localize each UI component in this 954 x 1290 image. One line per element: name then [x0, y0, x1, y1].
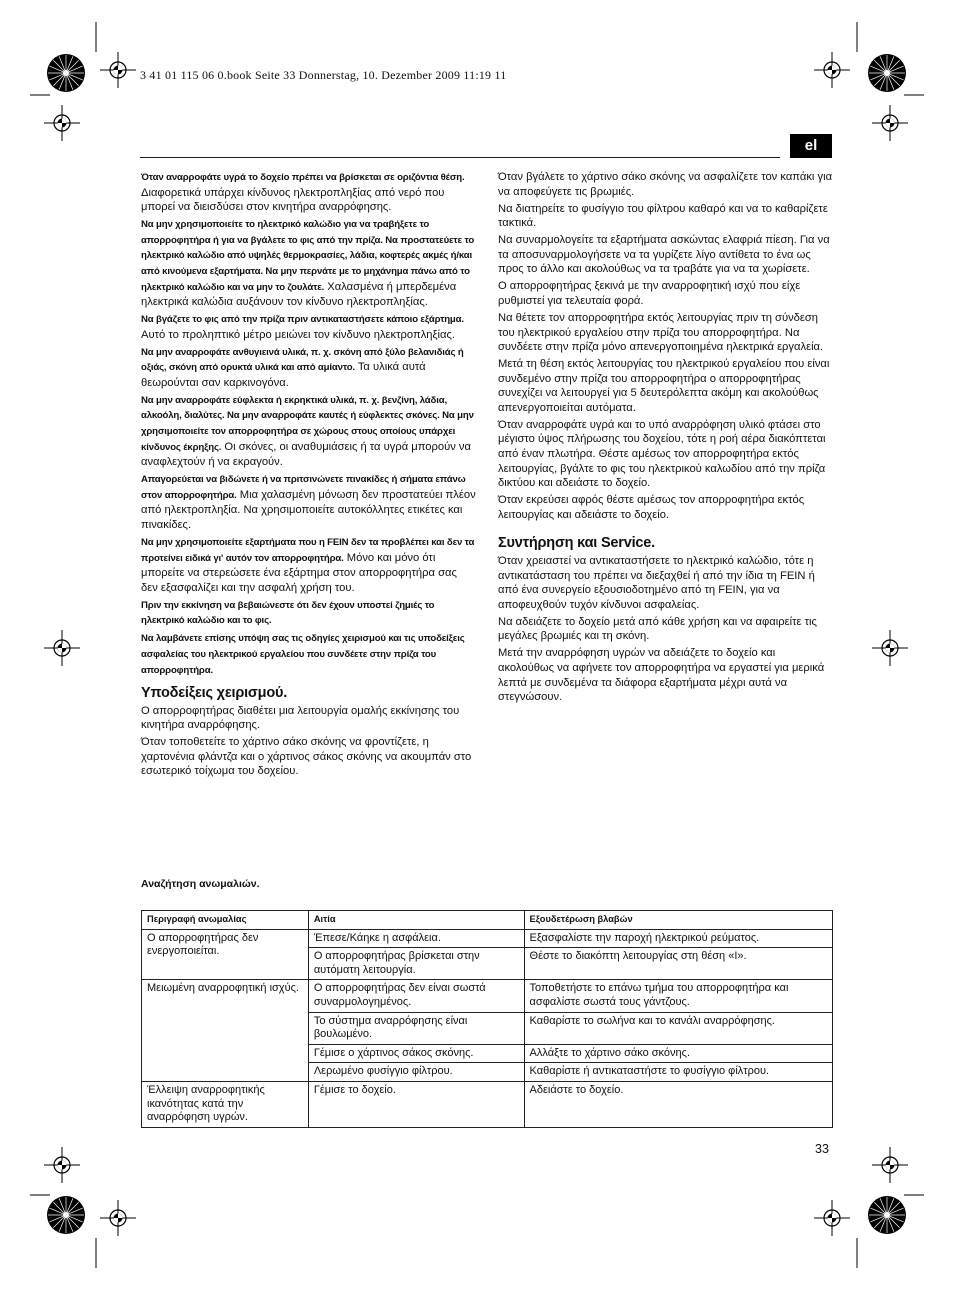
cause-cell: Λερωμένο φυσίγγιο φίλτρου. — [308, 1063, 524, 1082]
fix-cell: Καθαρίστε το σωλήνα και το κανάλι αναρρόφησης. — [524, 1012, 832, 1044]
safety-text: Μια χαλασμένη μόνωση δεν προστατεύει πλέον από ηλεκτροπληξία. Να χρησιμοποιείτε αυτοκόλλητες ετικέτες και πινακίδες. — [141, 488, 476, 532]
file-info-header: 3 41 01 115 06 0.book Seite 33 Donnerstag, 10. Dezember 2009 11:19 11 — [140, 68, 507, 82]
problem-cell: Ο απορροφητήρας δεν ενεργοποιείται. — [142, 929, 309, 980]
operation-paragraph: Όταν τοποθετείτε το χάρτινο σάκο σκόνης να φροντίζετε, η χαρτονένια φλάντζα και ο χάρτινος σάκος σκόνης να ακουμπάν στο εσωτερικό τοίχωμα του δοχείου. — [141, 736, 472, 778]
safety-text: Μόνο και μόνο ότι μπορείτε να στερεώσετε ένα εξάρτημα στον απορροφητήρα σας δεν εξασφαλίζει και την ασφαλή χρήση του. — [141, 551, 457, 594]
safety-bold: Να μην χρησιμοποιείτε εξαρτήματα που η FEIN δεν τα προβλέπει και δεν τα προτείνει ειδικά γι' αυτόν τον απορροφητήρα. — [141, 537, 475, 564]
safety-bold: Να λαμβάνετε επίσης υπόψη σας τις οδηγίες χειρισμού και τις υποδείξεις ασφαλείας του ηλεκτρικού εργαλείου που συνδέετε στην πρίζα του απορροφητήρα. — [141, 633, 465, 676]
fix-cell: Καθαρίστε ή αντικαταστήστε το φυσίγγιο φίλτρου. — [524, 1063, 832, 1082]
operation-paragraph: Όταν βγάλετε το χάρτινο σάκο σκόνης να ασφαλίζετε τον καπάκι για να αποφεύγετε τις βρωμιές. — [498, 171, 833, 198]
troubleshooting-caption: Αναζήτηση ανωμαλιών. — [141, 878, 260, 890]
safety-paragraph — [141, 393, 476, 470]
page-number: 33 — [815, 1142, 829, 1156]
safety-text: Διαφορετικά υπάρχει κίνδυνος ηλεκτροπληξίας από νερό που μπορεί να διεισδύσει στον κινητήρα αναρρόφησης. — [141, 186, 445, 214]
cause-cell: Ο απορροφητήρας βρίσκεται στην αυτόματη λειτουργία. — [308, 948, 524, 980]
cause-cell: Γέμισε ο χάρτινος σάκος σκόνης. — [308, 1044, 524, 1063]
table-header-row — [142, 911, 833, 930]
safety-bold: Να βγάζετε το φις από την πρίζα πριν αντικαταστήσετε κάποιο εξάρτημα. — [141, 314, 464, 326]
table-row — [142, 1081, 833, 1127]
service-heading: Συντήρηση και Service. — [498, 535, 655, 552]
safety-paragraph — [141, 598, 476, 629]
safety-paragraph — [141, 312, 476, 342]
safety-paragraph — [141, 472, 476, 532]
safety-text: Αυτό το προληπτικό μέτρο μειώνει τον κίνδυνο ηλεκτροπληξίας. — [141, 328, 455, 341]
safety-bold: Να μην αναρροφάτε εύφλεκτα ή εκρηκτικά υλικά, π. χ. βενζίνη, λάδια, αλκοόλη, διαλύτες. Να μην αναρροφάτε καυτές ή εύφλεκτες σκόνες. Να μην χρησιμοποιείτε τον απορροφητήρα σε χώρους στους οποίους υπάρχει κίνδυνος έκρηξης. — [141, 394, 474, 453]
column-header: Περιγραφή ανωμαλίας — [142, 911, 309, 930]
header-rule — [140, 157, 780, 158]
cause-cell: Το σύστημα αναρρόφησης είναι βουλωμένο. — [308, 1012, 524, 1044]
fix-cell: Εξασφαλίστε την παροχή ηλεκτρικού ρεύματος. — [524, 929, 832, 948]
safety-bold: Όταν αναρροφάτε υγρά το δοχείο πρέπει να βρίσκεται σε οριζόντια θέση. — [141, 172, 465, 183]
troubleshooting-table — [141, 910, 833, 1128]
table-row — [142, 980, 833, 1012]
cause-cell: Έπεσε/Κάηκε η ασφάλεια. — [308, 929, 524, 948]
column-header: Εξουδετέρωση βλαβών — [524, 911, 832, 930]
column-header: Αιτία — [308, 911, 524, 930]
safety-paragraph — [141, 631, 476, 678]
operation-paragraph: Να θέτετε τον απορροφητήρα εκτός λειτουργίας πριν τη σύνδεση του ηλεκτρικού εργαλείου στην πρίζα του απορροφητήρα. Να συνδέετε στην πρίζα μόνο απενεργοποιημένα ηλεκτρικά εργαλεία. — [498, 311, 824, 354]
safety-text: Χαλασμένα ή μπερδεμένα ηλεκτρικά καλώδια αυξάνουν τον κίνδυνο ηλεκτροπληξίας. — [141, 280, 457, 309]
safety-paragraph — [141, 170, 476, 215]
language-tab: el — [790, 134, 832, 158]
fix-cell: Θέστε το διακόπτη λειτουργίας στη θέση «I». — [524, 948, 832, 980]
left-column — [141, 170, 476, 781]
safety-paragraph — [141, 345, 476, 391]
table-row — [142, 929, 833, 948]
operation-paragraph: Ο απορροφητήρας ξεκινά με την αναρροφητική ισχύ που είχε ρυθμιστεί για τελευταία φορά. — [498, 280, 801, 307]
safety-paragraph — [141, 535, 476, 595]
safety-text: Οι σκόνες, οι αναθυμιάσεις ή τα υγρά μπορούν να αναφλεχτούν ή να εκραγούν. — [141, 440, 471, 469]
fix-cell: Αδειάστε το δοχείο. — [524, 1081, 832, 1127]
operation-heading: Υποδείξεις χειρισμού. — [141, 685, 288, 702]
operation-paragraph: Μετά τη θέση εκτός λειτουργίας του ηλεκτρικού εργαλείου που είναι συνδεμένο στην πρίζα του απορροφητήρα ο απορροφητήρας συνεχίζει να λειτουργεί για 5 δευτερόλεπτα ακόμη και ακολούθως απενεργοποιείται αυτόματα. — [498, 358, 830, 414]
fix-cell: Τοποθετήστε το επάνω τμήμα του απορροφητήρα και ασφαλίστε σωστά τους γάντζους. — [524, 980, 832, 1012]
operation-paragraph: Να διατηρείτε το φυσίγγιο του φίλτρου καθαρό και να το καθαρίζετε τακτικά. — [498, 202, 828, 230]
safety-bold: Απαγορεύεται να βιδώνετε ή να πριτσινώνετε πινακίδες ή σήματα επάνω στον απορροφητήρα. — [141, 474, 466, 501]
service-paragraph: Όταν χρειαστεί να αντικαταστήσετε το ηλεκτρικό καλώδιο, τότε η αντικατάσταση του πρέπει να διεξαχθεί ή από την ίδια τη FEIN ή από ένα συνεργείο εξουσιοδοτημένο από τη FEIN, για να αποφευχθούν τυχόν κίνδυνοι ασφαλείας. — [498, 554, 815, 611]
problem-cell: Έλλειψη αναρροφητικής ικανότητας κατά την αναρρόφηση υγρών. — [142, 1081, 309, 1127]
fix-cell: Αλλάξτε το χάρτινο σάκο σκόνης. — [524, 1044, 832, 1063]
right-column — [498, 170, 834, 707]
safety-paragraph — [141, 217, 476, 310]
service-paragraph: Να αδειάζετε το δοχείο μετά από κάθε χρήση και να αφαιρείτε τις μεγάλες βρωμιές και τη σκόνη. — [498, 615, 817, 643]
operation-paragraph: Να συναρμολογείτε τα εξαρτήματα ασκώντας ελαφριά πίεση. Για να τα αποσυναρμολογήσετε να τα γυρίζετε λίγο αντίθετα το ένα ως προς το άλλο και ακολούθως να τα τραβάτε για να τα χωρίσετε. — [498, 234, 830, 276]
cause-cell: Γέμισε το δοχείο. — [308, 1081, 524, 1127]
operation-paragraph: Ο απορροφητήρας διαθέτει μια λειτουργία ομαλής εκκίνησης του κινητήρα αναρρόφησης. — [141, 704, 460, 732]
service-paragraph: Μετά την αναρρόφηση υγρών να αδειάζετε το δοχείο και ακολούθως να αφήνετε τον απορροφητήρα να εργαστεί για μερικά λεπτά με συνδεμένα τα διάφορα εξαρτήματα μέχρι αυτά να στεγνώσουν. — [498, 647, 825, 704]
safety-text: Τα υλικά αυτά θεωρούνται σαν καρκινογόνα. — [141, 361, 426, 389]
cause-cell: Ο απορροφητήρας δεν είναι σωστά συναρμολογημένος. — [308, 980, 524, 1012]
operation-paragraph: Όταν εκρεύσει αφρός θέστε αμέσως τον απορροφητήρα εκτός λειτουργίας και αδειάστε το δοχείο. — [498, 494, 805, 521]
operation-paragraph: Όταν αναρροφάτε υγρά και το υπό αναρρόφηση υλικό φτάσει στο μέγιστο ύψος πλήρωσης του δοχείου, τότε η ροή αέρα διακόπτεται από έναν πλωτήρα. Θέστε αμέσως τον απορροφητήρα εκτός λειτουργίας, βγάλτε το φις του ηλεκτρικού καλωδίου από την πρίζα δικτύου και αδειάστε το δοχείο. — [498, 418, 826, 490]
safety-bold: Να μην χρησιμοποιείτε το ηλεκτρικό καλώδιο για να τραβήξετε το απορροφητήρα ή για να βγάλετε το φις από την πρίζα. Να προστατεύετε το ηλεκτρικό καλώδιο από υψηλές θερμοκρασίες, λάδια, κοφτερές ακμές ή/και από κινούμενα εξαρτήματα. Να μην περνάτε με το μηχάνημα πάνω από το ηλεκτρικό καλώδιο και να μην το ζουλάτε. — [141, 219, 475, 293]
problem-cell: Μειωμένη αναρροφητική ισχύς. — [142, 980, 309, 1082]
safety-bold: Πριν την εκκίνηση να βεβαιώνεστε ότι δεν έχουν υποστεί ζημιές το ηλεκτρικό καλώδιο και το φις. — [141, 599, 435, 627]
safety-bold: Να μην αναρροφάτε ανθυγιεινά υλικά, π. χ. σκόνη από ξύλο βελανιδιάς ή οξιάς, σκόνη από ορυκτά υλικά και από αμίαντο. — [141, 346, 464, 374]
